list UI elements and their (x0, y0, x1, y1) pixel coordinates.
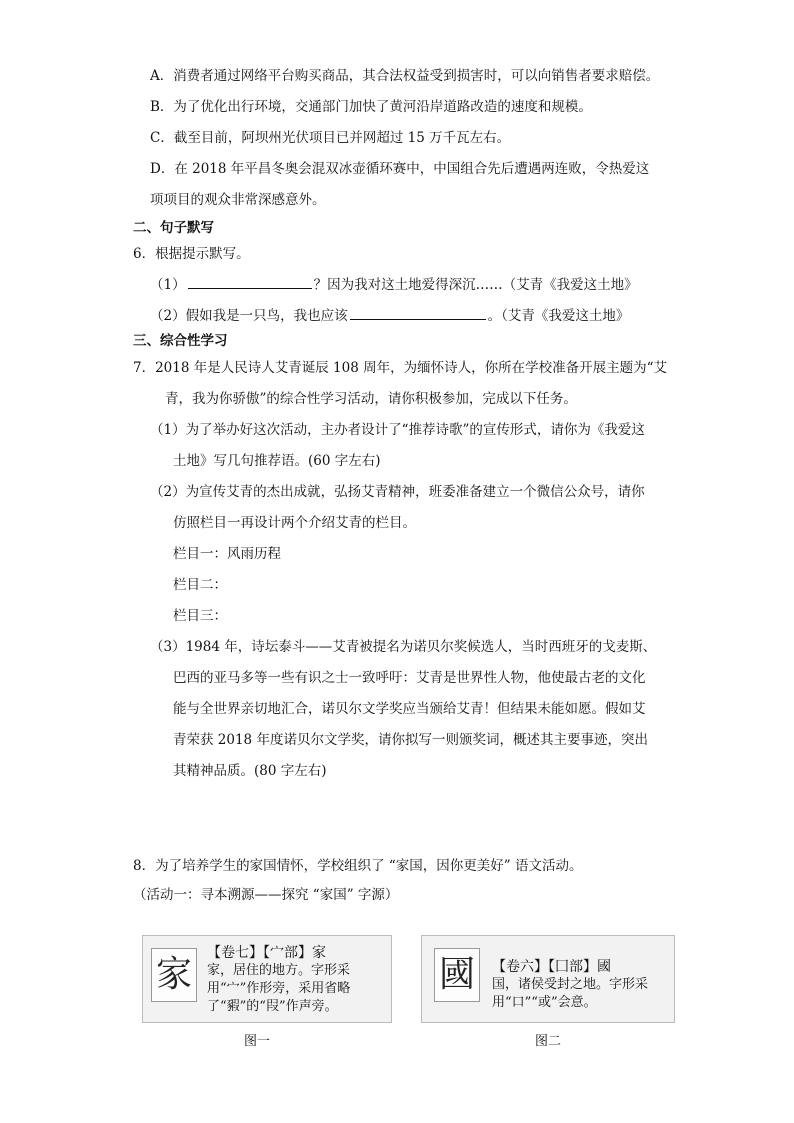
option-c: C．截至目前，阿坝州光伏项目已并网超过 15 万千瓦左右。 (150, 130, 511, 146)
task-3-line4: 青荣获 2018 年度诺贝尔文学奖，请你拟写一则颁奖词，概述其主要事迹，突出 (173, 732, 648, 748)
activity-1: （活动一：寻本溯源——探究 “家国” 字源） (133, 887, 399, 903)
figure-1 (142, 935, 392, 1023)
option-d-line1: D．在 2018 年平昌冬奥会混双冰壶循环赛中，中国组合先后遭遇两连败，令热爱这 (150, 161, 650, 177)
column-3: 栏目三： (173, 608, 227, 624)
figure-1-body: 家，居住的地方。字形采用“宀”作形旁，采用省略了“豭”的“叚”作声旁。 (207, 963, 351, 1014)
figure-2-body: 国，诸侯受封之地。字形采用“口”“或”会意。 (492, 977, 649, 1010)
seal-script-jia-icon: 家 (151, 948, 197, 1002)
figure-2-caption: 图二 (535, 1034, 562, 1049)
dictation-blank-2[interactable] (350, 305, 486, 320)
task-1-line1: （1）为了举办好这次活动，主办者设计了“推荐诗歌”的宣传形式，请你为《我爱这 (150, 422, 645, 438)
task-3-line2: 巴西的亚马多等一些有识之士一致呼吁：艾青是世界性人物，他使最古老的文化 (173, 670, 646, 686)
task-2-line1: （2）为宣传艾青的杰出成就，弘扬艾青精神，班委准备建立一个微信公众号，请你 (150, 484, 645, 500)
dictation-item-2-suffix: 。（艾青《我爱这土地》 (487, 308, 630, 324)
dictation-item-1-suffix: ？因为我对这土地爱得深沉……（艾青《我爱这土地》 (313, 277, 638, 293)
question-7-line1: 7．2018 年是人民诗人艾青诞辰 108 周年，为缅怀诗人，你所在学校准备开展主题为“艾 (133, 360, 667, 376)
figure-1-caption: 图一 (244, 1034, 271, 1049)
task-2-line2: 仿照栏目一再设计两个介绍艾青的栏目。 (173, 515, 416, 531)
task-3-line1: （3）1984 年，诗坛泰斗——艾青被提名为诺贝尔奖候选人，当时西班牙的戈麦斯、 (150, 639, 657, 655)
dictation-item-1 (150, 274, 638, 295)
dictation-item-2 (150, 305, 629, 326)
column-2: 栏目二： (173, 577, 227, 593)
seal-script-guo-icon: 國 (434, 948, 480, 1002)
figure-2 (421, 935, 675, 1023)
question-8: 8．为了培养学生的家国情怀，学校组织了 “家国，因你更美好” 语文活动。 (133, 858, 583, 874)
figure-2-heading: 【卷六】【囗部】國 (492, 959, 611, 975)
task-3-line5: 其精神品质。(80 字左右) (173, 763, 327, 779)
dictation-blank-1[interactable] (188, 274, 312, 289)
dictation-item-2-prefix: （2）假如我是一只鸟，我也应该 (150, 308, 348, 324)
dictation-item-1-prefix: （1） (150, 277, 186, 293)
option-d-line2: 项项目的观众非常深感意外。 (150, 192, 326, 208)
option-b: B．为了优化出行环境，交通部门加快了黄河沿岸道路改造的速度和规模。 (150, 99, 592, 115)
section-title-comprehensive: 三、综合性学习 (133, 333, 228, 349)
question-6: 6．根据提示默写。 (133, 246, 250, 262)
column-1: 栏目一：风雨历程 (173, 546, 281, 562)
task-3-line3: 能与全世界亲切地汇合，诺贝尔文学奖应当颁给艾青！但结果未能如愿。假如艾 (173, 701, 646, 717)
section-title-dictation: 二、句子默写 (133, 220, 214, 236)
figure-1-heading: 【卷七】【宀部】家 (207, 945, 326, 961)
task-1-line2: 土地》写几句推荐语。(60 字左右) (173, 453, 381, 469)
question-7-line2: 青，我为你骄傲”的综合性学习活动，请你积极参加，完成以下任务。 (165, 391, 577, 407)
option-a: A．消费者通过网络平台购买商品，其合法权益受到损害时，可以向销售者要求赔偿。 (150, 68, 660, 84)
